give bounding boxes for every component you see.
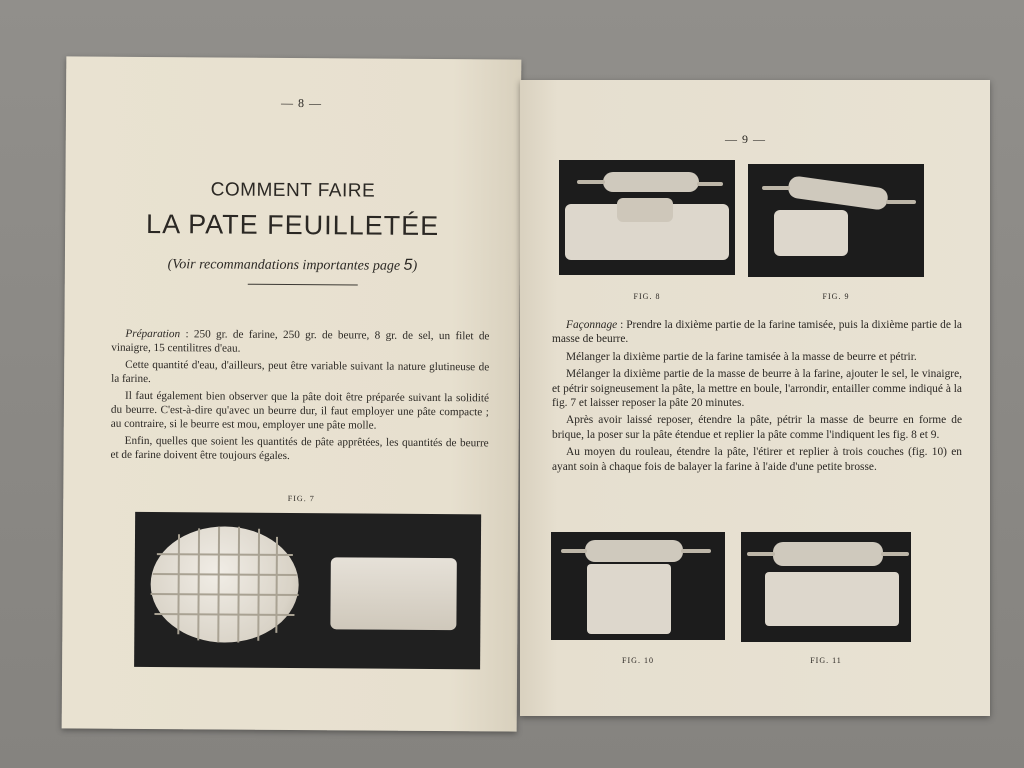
paragraph: [552, 367, 962, 410]
paragraph: [552, 413, 962, 442]
paragraph: [111, 434, 489, 465]
fig7-caption: FIG. 7: [287, 493, 315, 504]
folded-dough: [774, 210, 848, 256]
paragraph-text: : Prendre la dixième partie de la farine tamisée, puis la dixième partie de la masse de beurre.: [552, 319, 962, 346]
subtitle: [65, 254, 520, 275]
paragraph: [111, 389, 489, 434]
fig11-photo: [741, 532, 911, 642]
layered-dough: [587, 564, 671, 634]
fig8-photo: [559, 160, 735, 275]
rolling-pin-handle: [697, 182, 723, 186]
heading-comment-faire: COMMENT FAIRE: [210, 179, 376, 202]
paragraph-text: Mélanger la dixième partie de la farine tamisée à la masse de beurre et pétrir.: [566, 350, 917, 363]
subtitle-close: ): [412, 258, 418, 274]
score-lines-icon: [150, 526, 299, 643]
left-body-text: [111, 327, 490, 468]
rolling-pin-handle: [561, 549, 587, 553]
fig9-caption: FIG. 9: [822, 292, 850, 301]
paragraph-text: Après avoir laissé reposer, étendre la pâte, pétrir la masse de beurre en forme de brique, la poser sur la pâte étendue et replier la pâte comme l'indiquent les fig. 8 et 9.: [552, 414, 962, 441]
rolling-pin-handle: [881, 552, 909, 556]
paragraph: [552, 445, 962, 474]
paragraph-text: Il faut également bien observer que la pâte doit être préparée suivant la solidité du beurre. C'est-à-dire qu'avec un beurre dur, il faut employer une pâte compacte ; au contraire, si le beurre est mou, employer une pâte molle.: [110, 389, 490, 432]
rolling-pin: [787, 175, 889, 211]
fig7-photo: [134, 512, 481, 669]
paragraph-text: Enfin, quelles que soient les quantités de pâte apprêtées, les quantités de beurre et de farine doivent être toujours égales.: [110, 434, 489, 462]
page-number-8: — 8 —: [280, 95, 323, 111]
paragraph-text: Cette quantité d'eau, d'ailleurs, peut être variable suivant la nature glutineuse de la farine.: [111, 358, 490, 386]
fig9-photo: [748, 164, 924, 277]
fig10-caption: FIG. 10: [622, 656, 654, 665]
fig10-photo: [551, 532, 725, 640]
fig8-caption: FIG. 8: [633, 292, 661, 301]
paragraph: [111, 358, 489, 389]
right-page: [520, 80, 990, 716]
rolling-pin-handle: [886, 200, 916, 204]
page-number-9: — 9 —: [725, 132, 766, 146]
rolling-pin: [585, 540, 683, 562]
heading-pate-feuilletee: LA PATE FEUILLETÉE: [146, 208, 440, 242]
paragraph-text: Au moyen du rouleau, étendre la pâte, l'étirer et replier à trois couches (fig. 10) en ayant soin à chaque fois de balayer la farine à l'aide d'une petite brosse.: [552, 446, 962, 473]
paragraph: [552, 350, 962, 364]
rolling-pin-handle: [577, 180, 605, 184]
rolling-pin-handle: [747, 552, 775, 556]
scored-dough-ball: [150, 526, 299, 643]
paragraph-lead: Façonnage: [566, 319, 618, 331]
paragraph: [552, 318, 962, 347]
butter-brick: [330, 557, 456, 630]
rolling-pin-handle: [681, 549, 711, 553]
subtitle-text: (Voir recommandations importantes page: [167, 257, 404, 274]
right-body-text: [552, 318, 962, 477]
paragraph: [111, 327, 489, 358]
left-page: [62, 56, 522, 731]
rolling-pin: [603, 172, 699, 192]
rolling-pin-handle: [762, 186, 790, 190]
rolling-pin: [773, 542, 883, 566]
paragraph-lead: Préparation: [125, 327, 181, 341]
paragraph-text: : 250 gr. de farine, 250 gr. de beurre, 8 gr. de sel, un filet de vinaigre, 15 centilitres d'eau.: [111, 328, 490, 355]
paragraph-text: Mélanger la dixième partie de la masse de beurre à la farine, ajouter le sel, le vinaigre, et pétrir soigneusement la pâte, la mettre en boule, l'arrondir, entailler comme indiqué à la fig. 7 et laisser reposer la pâte 20 minutes.: [552, 368, 962, 410]
rolled-dough: [765, 572, 899, 626]
fig11-caption: FIG. 11: [810, 656, 842, 665]
divider-rule: [248, 284, 358, 286]
butter-brick: [617, 198, 673, 222]
subtitle-page: 5: [403, 256, 413, 274]
